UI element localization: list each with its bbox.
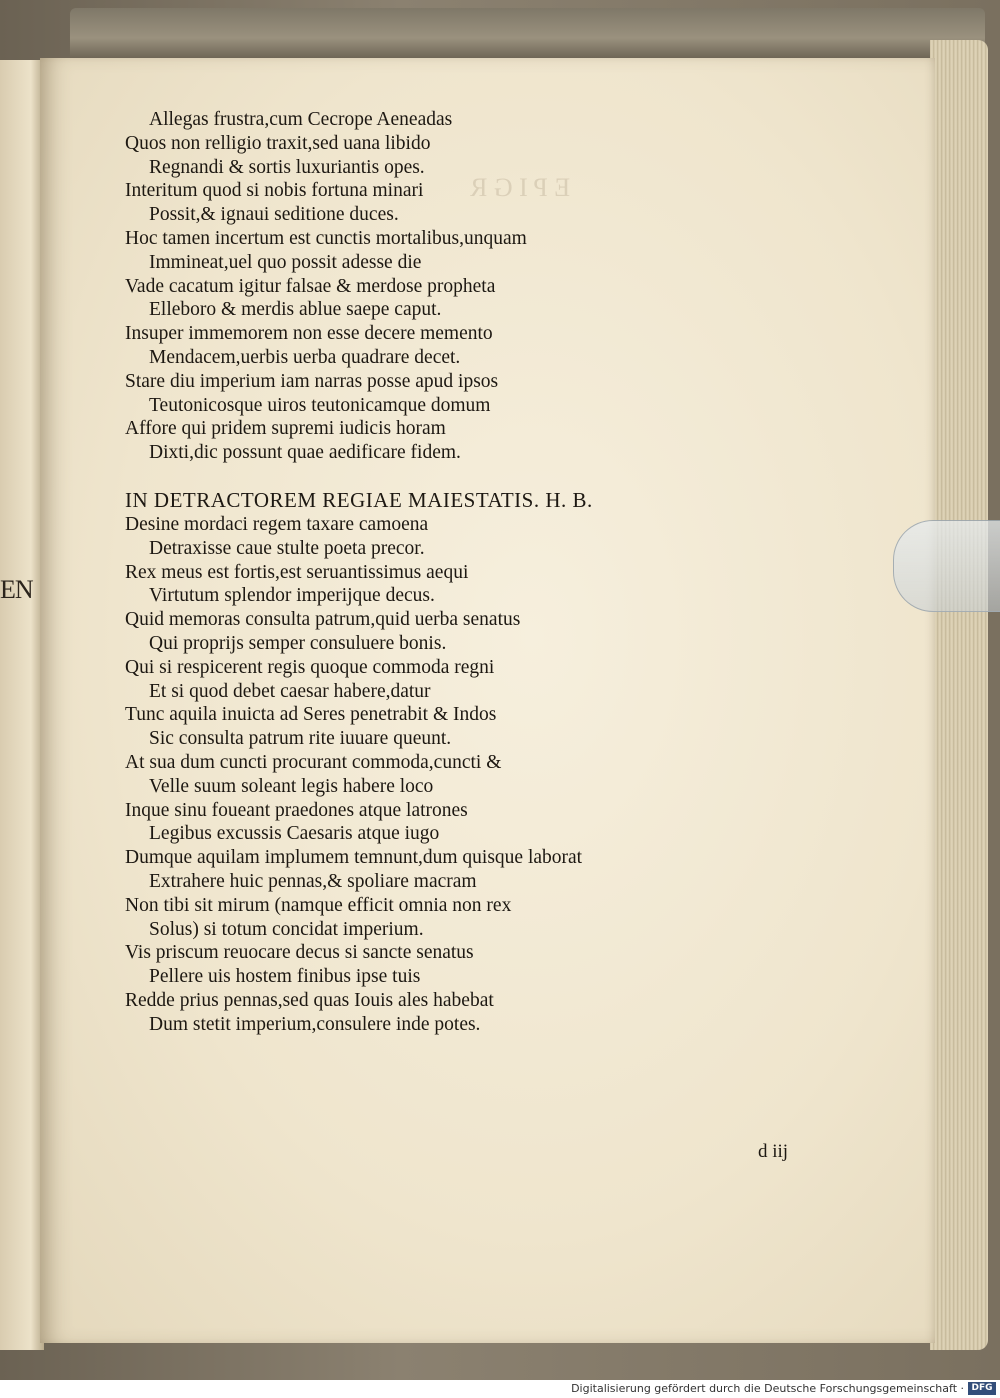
poem-line: Desine mordaci regem taxare camoena <box>125 513 429 535</box>
poem-line: Elleboro & merdis ablue saepe caput. <box>149 299 442 321</box>
poem-line: Quos non relligio traxit,sed uana libido <box>125 132 431 154</box>
section-heading: IN DETRACTOREM REGIAE MAIESTATIS. H. B. <box>125 487 593 512</box>
poem-line: Virtutum splendor imperijque decus. <box>149 585 435 607</box>
signature-mark: d iij <box>758 1141 789 1162</box>
dfg-logo-icon: DFG <box>968 1382 996 1395</box>
poem-line: Sic consulta patrum rite iuuare queunt. <box>149 728 452 750</box>
poem-line: Teutonicosque uiros teutonicamque domum <box>149 394 491 416</box>
poem-line: Velle suum soleant legis habere loco <box>149 775 434 797</box>
show-through-text: E P I G R <box>470 173 571 202</box>
facing-page-text: EN <box>0 575 33 604</box>
page-clip <box>893 520 1000 612</box>
poem-line: Quid memoras consulta patrum,quid uerba senatus <box>125 609 521 631</box>
poem-line: Tunc aquila inuicta ad Seres penetrabit & Indos <box>125 704 497 726</box>
poem-line: Immineat,uel quo possit adesse die <box>149 251 422 273</box>
poem-line: Rex meus est fortis,est seruantissimus aequi <box>125 561 469 583</box>
poem-line: Mendacem,uerbis uerba quadrare decet. <box>149 346 461 368</box>
poem-line: Dumque aquilam implumem temnunt,dum quisque laborat <box>125 847 583 869</box>
poem-line: Extrahere huic pennas,& spoliare macram <box>149 870 477 892</box>
poem-line: Non tibi sit mirum (namque efficit omnia non rex <box>125 894 512 916</box>
poem-line: Stare diu imperium iam narras posse apud ipsos <box>125 370 499 392</box>
text-block <box>125 108 805 1036</box>
poem-line: Inque sinu foueant praedones atque latrones <box>125 799 468 821</box>
poem-first <box>125 108 805 465</box>
poem-line: At sua dum cuncti procurant commoda,cuncti & <box>125 751 502 773</box>
book-top-edge <box>70 8 985 58</box>
poem-line: Qui si respicerent regis quoque commoda regni <box>125 656 495 678</box>
poem-line: Et si quod debet caesar habere,datur <box>149 680 431 702</box>
poem-line: Dixti,dic possunt quae aedificare fidem. <box>149 442 461 464</box>
poem-line: Solus) si totum concidat imperium. <box>149 918 424 940</box>
footer-bar <box>0 1380 1000 1398</box>
poem-line: Allegas frustra,cum Cecrope Aeneadas <box>149 109 453 130</box>
poem-line: Interitum quod si nobis fortuna minari <box>125 180 424 202</box>
facing-page-sliver <box>0 60 44 1350</box>
poem-line: Possit,& ignaui seditione duces. <box>149 204 399 226</box>
poem-line: Vade cacatum igitur falsae & merdose propheta <box>125 275 496 297</box>
poem-line: Affore qui pridem supremi iudicis horam <box>125 418 446 440</box>
poem-line: Vis priscum reuocare decus si sancte senatus <box>125 942 474 964</box>
poem-line: Detraxisse caue stulte poeta precor. <box>149 537 425 559</box>
page-fore-edge <box>930 40 988 1350</box>
poem-line: Hoc tamen incertum est cunctis mortalibus,unquam <box>125 227 527 249</box>
poem-line: Legibus excussis Caesaris atque iugo <box>149 823 440 845</box>
poem-line: Insuper immemorem non esse decere memento <box>125 323 493 345</box>
poem-second <box>125 513 805 1037</box>
poem-line: Redde prius pennas,sed quas Iouis ales habebat <box>125 989 494 1011</box>
poem-line: Regnandi & sortis luxuriantis opes. <box>149 156 425 178</box>
poem-line: Pellere uis hostem finibus ipse tuis <box>149 966 421 988</box>
poem-line: Dum stetit imperium,consulere inde potes. <box>149 1013 481 1035</box>
poem-line: Qui proprijs semper consuluere bonis. <box>149 632 447 654</box>
footer-credit: Digitalisierung gefördert durch die Deutsche Forschungsgemeinschaft · <box>571 1382 964 1395</box>
